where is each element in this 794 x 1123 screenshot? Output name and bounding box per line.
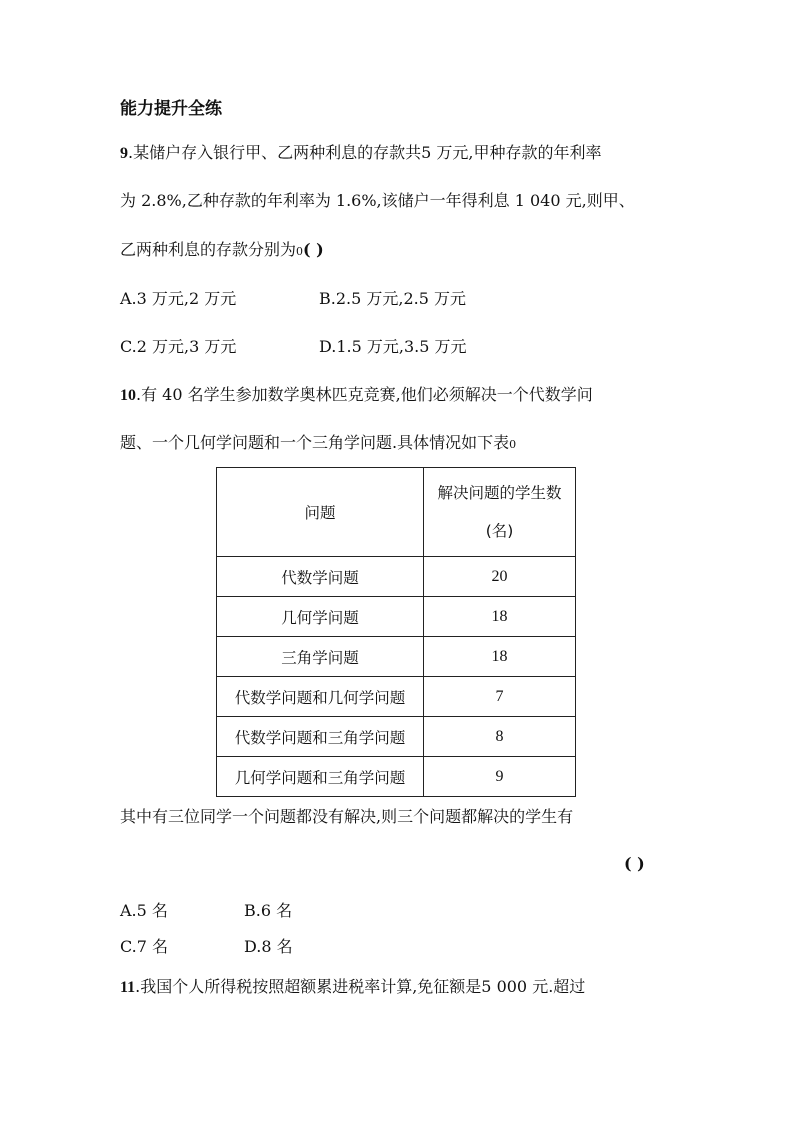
row-count: 8: [424, 717, 576, 757]
q9-number: 9: [120, 145, 128, 162]
table-row: [217, 677, 576, 717]
row-problem: 代数学问题和几何学问题: [217, 677, 424, 717]
header-student-count-line-1: 解决问题的学生数: [437, 484, 562, 502]
row-problem: 代数学问题和三角学问题: [217, 717, 424, 757]
q10-option-d: D.8 名: [244, 937, 293, 956]
q9-option-c: C.2 万元,3 万元: [120, 337, 237, 356]
q9-line-2: 为 2.8%,乙种存款的年利率为 1.6%,该储户一年得利息 1 040 元,则甲、: [120, 191, 635, 210]
q9-option-b: B.2.5 万元,2.5 万元: [319, 289, 466, 308]
q9-line-1: [120, 140, 601, 163]
q9-option-d: D.1.5 万元,3.5 万元: [319, 337, 467, 356]
q11-number: 11: [120, 979, 136, 996]
section-title: 能力提升全练: [120, 99, 222, 119]
q10-line-2: [120, 430, 516, 453]
row-count: 20: [424, 557, 576, 597]
row-problem: 三角学问题: [217, 637, 424, 677]
header-problem: 问题: [217, 468, 424, 557]
header-student-count: [424, 468, 576, 557]
table-row: [217, 557, 576, 597]
student-count-table: [216, 467, 576, 797]
q9-option-a: A.3 万元,2 万元: [120, 289, 237, 308]
q10-answer-bracket: ( ): [624, 854, 645, 873]
q9-period-mark: 0: [296, 245, 304, 258]
q9-text-1: .某储户存入银行甲、乙两种利息的存款共5 万元,甲种存款的年利率: [128, 143, 602, 162]
row-count: 18: [424, 637, 576, 677]
q10-option-b: B.6 名: [244, 901, 293, 920]
q11-line-1: [120, 974, 585, 997]
q10-text-2: 题、一个几何学问题和一个三角学问题.具体情况如下表: [120, 433, 510, 452]
table-row: [217, 717, 576, 757]
row-count: 18: [424, 597, 576, 637]
q10-period-mark: 0: [509, 438, 517, 451]
table-row: [217, 597, 576, 637]
row-problem: 几何学问题和三角学问题: [217, 757, 424, 797]
table-row: [217, 757, 576, 797]
q10-option-c: C.7 名: [120, 937, 169, 956]
q9-line-3: [120, 237, 324, 260]
table-header-row: [217, 468, 576, 557]
q9-answer-bracket: ( ): [303, 240, 324, 259]
row-problem: 几何学问题: [217, 597, 424, 637]
q10-number: 10: [120, 387, 136, 404]
q9-text-3: 乙两种利息的存款分别为: [120, 240, 297, 259]
q10-after-text: 其中有三位同学一个问题都没有解决,则三个问题都解决的学生有: [120, 807, 574, 826]
q10-option-a: A.5 名: [120, 901, 168, 920]
row-problem: 代数学问题: [217, 557, 424, 597]
row-count: 7: [424, 677, 576, 717]
header-student-count-line-2: (名): [485, 522, 514, 540]
table-row: [217, 637, 576, 677]
q11-text-1: .我国个人所得税按照超额累进税率计算,免征额是5 000 元.超过: [135, 977, 586, 996]
row-count: 9: [424, 757, 576, 797]
q10-text-1: .有 40 名学生参加数学奥林匹克竞赛,他们必须解决一个代数学问: [136, 385, 593, 404]
q10-line-1: [120, 382, 593, 405]
